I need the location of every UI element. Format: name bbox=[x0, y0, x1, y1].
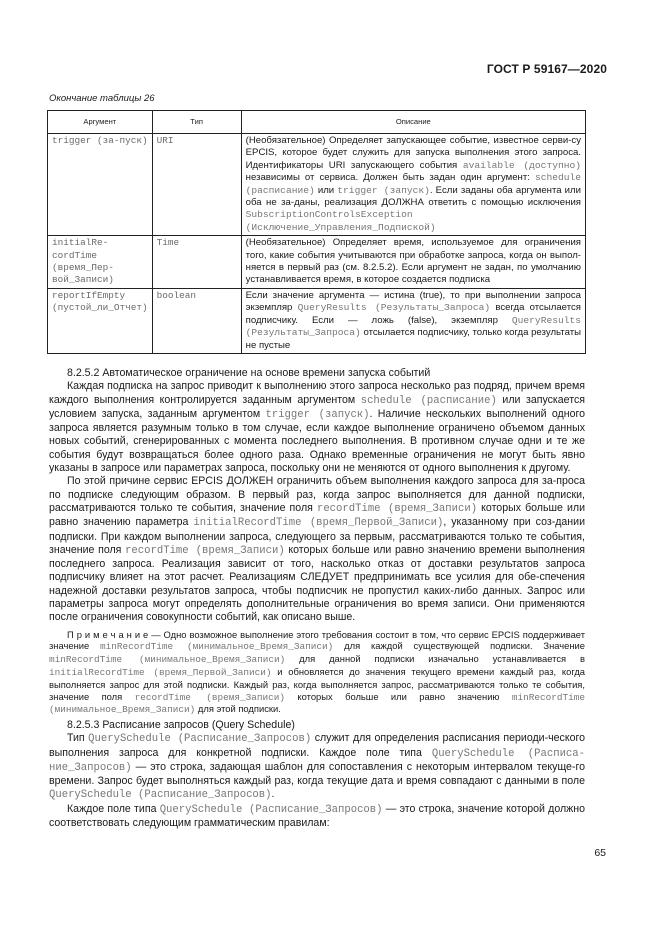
section-8252 bbox=[49, 367, 585, 716]
section-8253 bbox=[49, 719, 585, 830]
table-row bbox=[48, 236, 586, 289]
text-run: По этой причине сервис EPCIS ДОЛЖЕН ограничить объем выполнения каждого запроса для за-проса по подписке следующим образом. В первый раз, когда запрос выполняется для данной подписки, рассматриваются только те события, значение поля bbox=[49, 475, 585, 514]
type-cell: boolean bbox=[152, 288, 241, 353]
code-term: available (доступно) bbox=[462, 159, 581, 171]
code-term: trigger (запуск) bbox=[265, 408, 370, 421]
text-run: независимы от сервиса. Должен быть задан один аргумент: bbox=[245, 172, 535, 184]
argument-cell: trigger (за-пуск) bbox=[48, 134, 153, 236]
code-term: schedule (расписание) bbox=[245, 172, 581, 196]
text-run: или запускается условием запуска, заданным аргументом bbox=[49, 393, 585, 420]
text-run: для этой подписки. bbox=[195, 703, 281, 715]
code-term: QuerySchedule (Расписание_Запросов) bbox=[49, 789, 272, 802]
text-run: для данной подписки изначально устанавливается в bbox=[285, 653, 585, 665]
code-term: QueryResults (Результаты_Запроса) bbox=[245, 314, 581, 339]
table-row bbox=[48, 134, 586, 236]
code-term: recordTime (время_Записи) bbox=[134, 691, 286, 703]
description-cell bbox=[241, 288, 585, 353]
page-number: 65 bbox=[594, 847, 606, 859]
note-paragraph bbox=[49, 629, 585, 717]
text-run: , указанному при соз-дании подписки. При каждом выполнении запроса, следующего за первым, рассматриваются только те события, значение поля bbox=[49, 516, 585, 556]
argument-cell: initialRe-cordTime (время_Пер-вой_Записи) bbox=[48, 236, 153, 289]
table-26 bbox=[47, 110, 586, 354]
text-run: . Наличие нескольких выполнений одного запроса является разумным только в том случае, если каждое выполнение ограничено объемом данных новых событий, сгенерированных с момента последнего выполнения. В противном случае одни и те же события будут возвращаться более одного раза. Однако временные ограничения не могут быть явно указаны в запросе или параметрах запроса, поскольку они не меняются от одного выполнения к другому. bbox=[49, 407, 585, 475]
type-cell: Time bbox=[152, 236, 241, 289]
paragraph bbox=[49, 475, 585, 624]
paragraph bbox=[49, 732, 585, 802]
text-run: . Если заданы оба аргумента или оба не за-даны, реализация ДОЛЖНА ответить с помощью исключения bbox=[245, 184, 582, 209]
text-run: П р и м е ч а н и е — Одно возможное выполнение этого требования состоит в том, что сервис EPCIS поддерживает значение bbox=[49, 628, 585, 652]
text-run: служит для определения расписания периоди-ческого выполнения запроса для конкретной подписки. Каждое поле типа bbox=[49, 732, 586, 759]
code-term: minRecordTime (минимальное_Время_Записи) bbox=[100, 641, 334, 653]
text-run: и обновляется до значения текущего времени каждый раз, когда выполняется запрос для этой подписки. Каждый раз, когда выполняется запрос, рассматриваются только те события, значение поля bbox=[49, 666, 585, 702]
code-term: recordTime (время_Записи) bbox=[316, 502, 478, 515]
code-term: QuerySchedule (Расписание_Запросов) bbox=[159, 803, 383, 816]
text-run: Каждое поле типа bbox=[67, 802, 160, 815]
code-term: minRecordTime (минимальное_Время_Записи) bbox=[49, 654, 286, 666]
paragraph bbox=[49, 380, 585, 475]
text-run: (Необязательное) Определяет время, используемое для ограничения того, какие события учитываются при обработке запроса, когда он выпол-няется в первый раз (см. 8.2.5.2). Если аргумент не задан, по умолчанию устанавливается время, в которое создается подписка bbox=[245, 237, 581, 286]
header-argument: Аргумент bbox=[48, 111, 153, 134]
table-caption: Окончание таблицы 26 bbox=[49, 93, 155, 104]
text-run: которых больше или равно значению параметра bbox=[49, 501, 586, 529]
table-row bbox=[48, 288, 586, 353]
code-term: recordTime (время_Записи) bbox=[125, 544, 285, 557]
text-run: Тип bbox=[67, 732, 89, 745]
text-run: которых больше или равно значению времени выполнения последнего запроса. Реализация зависит от того, насколько отказ от доставки результатов запроса подписчику влияет на этот расчет. Реализациям СЛЕДУЕТ предпринимать все усилия для обе-спечения надежной доставки результатов запроса, чтобы подписчик не пропустил каких-либо данных. Запрос или параметры запроса могут определять дополнительные ограничения во время записи. Они применяются после ограничения совокупности событий, как описано выше. bbox=[49, 543, 585, 624]
header-type: Тип bbox=[152, 111, 241, 134]
text-run: всегда отсылается подписчику. Если — ложь (false), экземпляр bbox=[245, 302, 581, 326]
text-run: которых больше или равно значению bbox=[285, 690, 512, 702]
text-run: отсылается подписчику, только когда результаты не пустые bbox=[245, 327, 581, 351]
argument-cell: reportIfEmpty (пустой_ли_Отчет) bbox=[48, 288, 153, 353]
type-cell: URI bbox=[152, 134, 241, 236]
section-heading: 8.2.5.3 Расписание запросов (Query Schedule) bbox=[67, 719, 295, 731]
description-cell bbox=[241, 134, 585, 236]
text-run: или bbox=[314, 184, 338, 196]
code-term: QuerySchedule (Расписа-ние_Запросов) bbox=[49, 747, 586, 774]
text-run: Если значение аргумента — истина (true), то при выполнении запроса экземпляр bbox=[245, 289, 581, 314]
paragraph bbox=[49, 803, 585, 831]
description-cell bbox=[241, 236, 585, 289]
code-term: QueryResults (Результаты_Запроса) bbox=[297, 302, 491, 314]
text-run: — это строка, значение которой должно соответствовать следующим грамматическим правилам: bbox=[49, 802, 585, 830]
code-term: schedule (расписание) bbox=[360, 394, 497, 407]
code-term: initialRecordTime (время_Первой_Записи) bbox=[49, 667, 272, 679]
code-term: trigger (запуск) bbox=[337, 184, 430, 196]
text-run: . bbox=[271, 788, 275, 801]
note-block bbox=[49, 629, 585, 717]
code-term: minRecordTime (минимальное_Время_Записи) bbox=[49, 691, 585, 716]
standard-header: ГОСТ Р 59167—2020 bbox=[486, 62, 607, 76]
code-term: initialRecordTime (время_Первой_Записи) bbox=[193, 517, 444, 530]
text-run: — это строка, задающая шаблон для сопоставления с некоторым интервалом текуще-го времени. Запрос будет выполняться каждый раз, когда текущие дата и время совпадают с данными в поле bbox=[49, 760, 585, 788]
code-term: SubscriptionControlsException (Исключение_Управления_Подпиской) bbox=[245, 209, 436, 233]
code-term: QuerySchedule (Расписание_Запросов) bbox=[88, 733, 312, 746]
header-description: Описание bbox=[241, 111, 585, 134]
text-run: для каждой существующей подписки. Значение bbox=[333, 640, 585, 652]
section-heading: 8.2.5.2 Автоматическое ограничение на основе времени запуска событий bbox=[67, 367, 431, 379]
text-run: (Необязательное) Определяет запускающее событие, известное серви-су EPCIS, которое будет служить для запуска выполнения этого запроса. Идентификаторы URI запускающего события bbox=[245, 135, 581, 171]
text-run: Каждая подписка на запрос приводит к выполнению этого запроса несколько раз подряд, причем время каждого выполнения контролируется заданным аргументом bbox=[49, 380, 585, 406]
table-header-row bbox=[48, 111, 586, 134]
